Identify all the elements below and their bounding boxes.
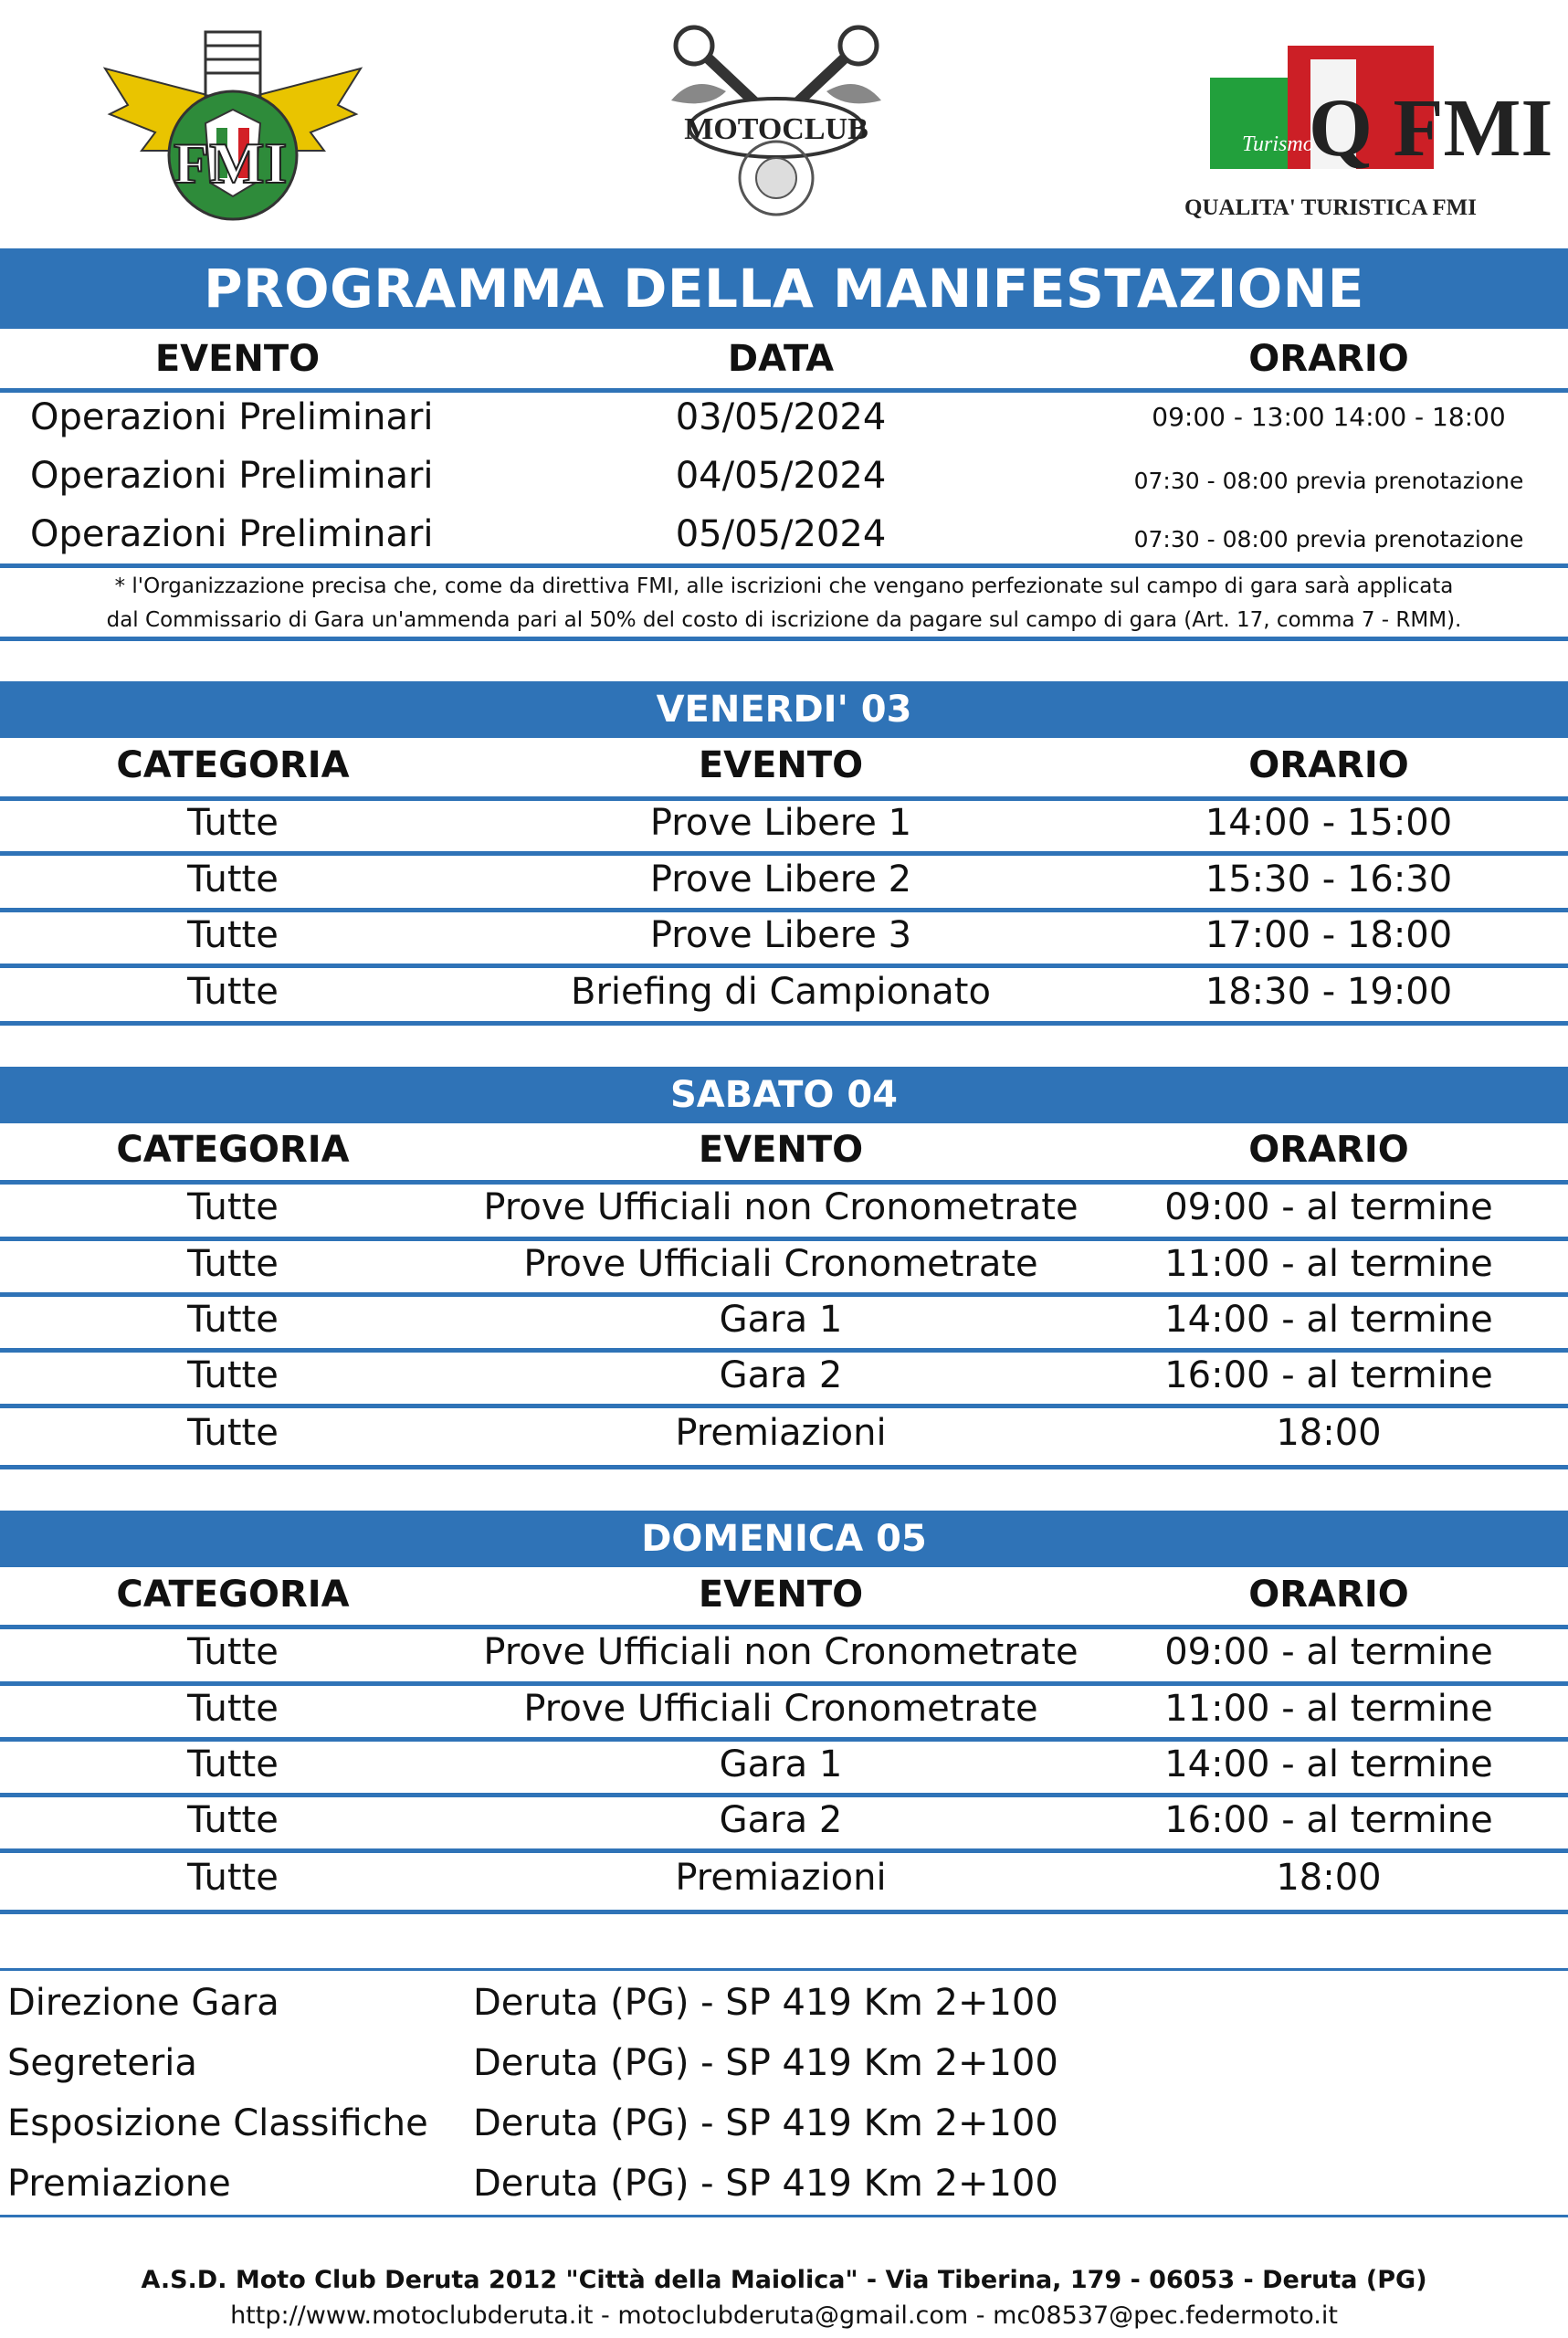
- divider: [0, 1404, 1568, 1408]
- table-row-categoria: Tutte: [187, 1857, 279, 1899]
- table-row-orario: 14:00 - al termine: [1164, 1743, 1493, 1785]
- divider: [0, 1180, 1568, 1185]
- table-row-data: 04/05/2024: [675, 455, 887, 497]
- table-row-evento: Gara 1: [719, 1299, 843, 1341]
- divider: [0, 1625, 1568, 1629]
- header-evento: EVENTO: [698, 744, 864, 786]
- registration-note-line2: dal Commissario di Gara un'ammenda pari al 50% del costo di iscrizione da pagare sul campo di gara (Art. 17, comma 7 - RMM).: [106, 608, 1462, 632]
- table-row-data: 03/05/2024: [675, 396, 887, 438]
- table-row-evento: Prove Libere 2: [649, 858, 912, 900]
- table-row-orario: 16:00 - al termine: [1164, 1354, 1493, 1396]
- day-title: DOMENICA 05: [0, 1511, 1568, 1567]
- table-row-evento: Premiazioni: [675, 1412, 887, 1454]
- table-row-evento: Prove Ufficiali non Cronometrate: [483, 1186, 1079, 1228]
- divider: [0, 637, 1568, 641]
- divider: [0, 388, 1568, 393]
- table-row-orario: 14:00 - 15:00: [1205, 802, 1453, 844]
- table-row-categoria: Tutte: [187, 1243, 279, 1285]
- table-row-orario: 11:00 - al termine: [1164, 1243, 1493, 1285]
- fmi-logo: [91, 14, 374, 228]
- svg-text:Q FMI: Q FMI: [1309, 83, 1553, 174]
- table-row-orario: 17:00 - 18:00: [1205, 914, 1453, 956]
- qualita-turistica-logo: [1184, 32, 1553, 228]
- table-row-evento: Prove Libere 3: [649, 914, 912, 956]
- day-title: SABATO 04: [0, 1067, 1568, 1123]
- table-row-orario: 15:30 - 16:30: [1205, 858, 1453, 900]
- table-row-orario: 16:00 - al termine: [1164, 1799, 1493, 1841]
- svg-text:FMI: FMI: [174, 131, 288, 195]
- divider: [0, 1292, 1568, 1297]
- day-title: VENERDI' 03: [0, 681, 1568, 738]
- table-row-categoria: Tutte: [187, 858, 279, 900]
- table-row-orario: 14:00 - al termine: [1164, 1299, 1493, 1341]
- table-row-evento: Gara 1: [719, 1743, 843, 1785]
- table-row-evento: Operazioni Preliminari: [30, 396, 434, 438]
- location-value: Deruta (PG) - SP 419 Km 2+100: [473, 2163, 1058, 2205]
- footer-address: A.S.D. Moto Club Deruta 2012 "Città della Maiolica" - Via Tiberina, 179 - 06053 - Deruta (PG): [141, 2266, 1427, 2294]
- table-row-categoria: Tutte: [187, 1354, 279, 1396]
- divider: [0, 1793, 1568, 1797]
- header-evento: EVENTO: [698, 1129, 864, 1171]
- table-row-evento: Prove Ufficiali non Cronometrate: [483, 1631, 1079, 1673]
- table-row-orario: 07:30 - 08:00 previa prenotazione: [1133, 468, 1524, 494]
- table-row-orario: 07:30 - 08:00 previa prenotazione: [1133, 526, 1524, 553]
- header-evento: EVENTO: [698, 1574, 864, 1616]
- divider: [0, 1465, 1568, 1469]
- table-row-evento: Gara 2: [719, 1799, 843, 1841]
- divider: [0, 1681, 1568, 1686]
- divider: [0, 1348, 1568, 1353]
- divider: [0, 2215, 1568, 2217]
- page-title: PROGRAMMA DELLA MANIFESTAZIONE: [0, 248, 1568, 329]
- divider: [0, 908, 1568, 912]
- registration-note-line1: * l'Organizzazione precisa che, come da direttiva FMI, alle iscrizioni che vengano perfezionate sul campo di gara sarà applicata: [114, 574, 1454, 598]
- table-row-evento: Prove Ufficiali Cronometrate: [523, 1688, 1038, 1730]
- table-row-orario: 18:00: [1276, 1412, 1382, 1454]
- table-row-evento: Prove Ufficiali Cronometrate: [523, 1243, 1038, 1285]
- table-row-categoria: Tutte: [187, 1631, 279, 1673]
- divider: [0, 1910, 1568, 1914]
- table-row-orario: 09:00 - al termine: [1164, 1631, 1493, 1673]
- table-row-orario: 11:00 - al termine: [1164, 1688, 1493, 1730]
- header-evento: EVENTO: [154, 338, 321, 380]
- divider: [0, 1848, 1568, 1853]
- table-row-orario: 18:00: [1276, 1857, 1382, 1899]
- table-row-data: 05/05/2024: [675, 513, 887, 555]
- divider: [0, 796, 1568, 801]
- table-row-evento: Operazioni Preliminari: [30, 455, 434, 497]
- header-categoria: CATEGORIA: [116, 744, 350, 786]
- location-label: Premiazione: [7, 2163, 231, 2205]
- header-categoria: CATEGORIA: [116, 1574, 350, 1616]
- location-label: Esposizione Classifiche: [7, 2102, 428, 2144]
- logos-header: [0, 0, 1568, 242]
- table-row-categoria: Tutte: [187, 1186, 279, 1228]
- table-row-categoria: Tutte: [187, 1743, 279, 1785]
- divider: [0, 851, 1568, 856]
- table-row-evento: Briefing di Campionato: [571, 971, 991, 1013]
- table-row-orario: 09:00 - 13:00 14:00 - 18:00: [1152, 402, 1506, 432]
- location-label: Segreteria: [7, 2042, 197, 2084]
- svg-text:MOTOCLUB: MOTOCLUB: [684, 112, 868, 146]
- table-row-categoria: Tutte: [187, 1799, 279, 1841]
- header-categoria: CATEGORIA: [116, 1129, 350, 1171]
- table-row-categoria: Tutte: [187, 914, 279, 956]
- divider: [0, 1968, 1568, 1971]
- table-row-evento: Gara 2: [719, 1354, 843, 1396]
- location-value: Deruta (PG) - SP 419 Km 2+100: [473, 1982, 1058, 2024]
- table-row-categoria: Tutte: [187, 1299, 279, 1341]
- header-data: DATA: [727, 338, 835, 380]
- header-orario: ORARIO: [1248, 744, 1409, 786]
- table-row-categoria: Tutte: [187, 971, 279, 1013]
- divider: [0, 964, 1568, 968]
- divider: [0, 1737, 1568, 1742]
- table-row-categoria: Tutte: [187, 1412, 279, 1454]
- table-row-evento: Premiazioni: [675, 1857, 887, 1899]
- table-row-orario: 09:00 - al termine: [1164, 1186, 1493, 1228]
- location-value: Deruta (PG) - SP 419 Km 2+100: [473, 2042, 1058, 2084]
- header-orario: ORARIO: [1248, 1574, 1409, 1616]
- footer-contacts: http://www.motoclubderuta.it - motoclubderuta@gmail.com - mc08537@pec.federmoto.it: [230, 2301, 1338, 2330]
- divider: [0, 563, 1568, 568]
- header-orario: ORARIO: [1248, 1129, 1409, 1171]
- table-row-evento: Operazioni Preliminari: [30, 513, 434, 555]
- table-row-categoria: Tutte: [187, 1688, 279, 1730]
- svg-text:QUALITA' TURISTICA FMI: QUALITA' TURISTICA FMI: [1184, 195, 1477, 220]
- motoclub-logo: [658, 18, 895, 228]
- table-row-orario: 18:30 - 19:00: [1205, 971, 1453, 1013]
- svg-text:Turismo: Turismo: [1242, 132, 1314, 156]
- table-row-categoria: Tutte: [187, 802, 279, 844]
- location-label: Direzione Gara: [7, 1982, 279, 2024]
- divider: [0, 1021, 1568, 1026]
- location-value: Deruta (PG) - SP 419 Km 2+100: [473, 2102, 1058, 2144]
- header-orario: ORARIO: [1248, 338, 1409, 380]
- divider: [0, 1237, 1568, 1241]
- table-row-evento: Prove Libere 1: [649, 802, 912, 844]
